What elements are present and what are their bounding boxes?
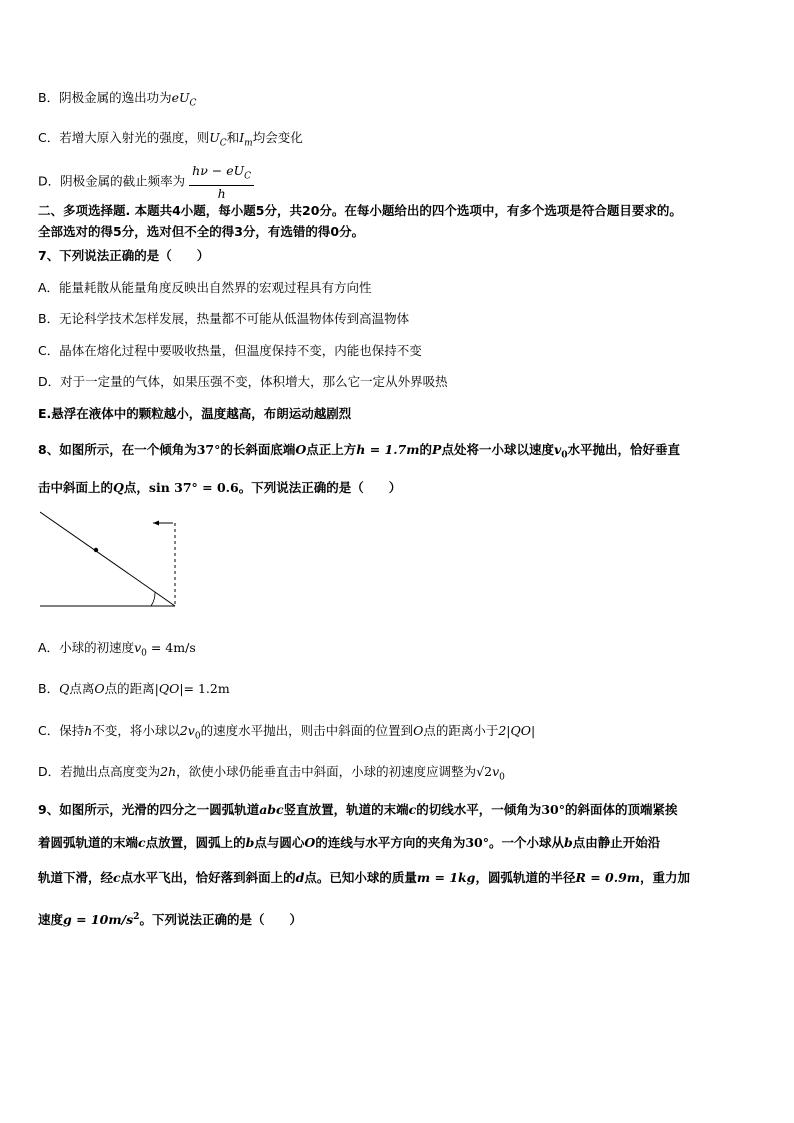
section-2-instruction-cont: 全部选对的得5分，选对但不全的得3分，有选错的得0分。 xyxy=(38,224,365,239)
option-7e: E.悬浮在液体中的颗粒越小，温度越高，布朗运动越剧烈 xyxy=(38,406,352,421)
question-9-line4: 速度$g = 10m/s^2$。下列说法正确的是（ ） xyxy=(38,912,302,928)
option-7c: C．晶体在熔化过程中要吸收热量，但温度保持不变，内能也保持不变 xyxy=(38,343,422,358)
option-8a: A．小球的初速度$v_0 = 4m/s$ xyxy=(38,640,196,659)
fraction: $\frac{h\nu - eU_C}{h}$ xyxy=(189,163,254,201)
question-9-line1: 9、如图所示，光滑的四分之一圆弧轨道abc竖直放置，轨道的末端c的切线水平，一倾角为30°的斜面体的顶端紧挨 xyxy=(38,802,678,817)
incline-line xyxy=(40,512,175,606)
option-7b: B．无论科学技术怎样发展，热量都不可能从低温物体传到高温物体 xyxy=(38,311,410,326)
option-6d: D．阴极金属的截止频率为 $\frac{h\nu - eU_C}{h}$ xyxy=(38,163,254,201)
option-6c: C．若增大原入射光的强度，则$U_C$和$I_m$均会变化 xyxy=(38,130,303,149)
incline-diagram xyxy=(40,510,200,622)
option-8b: B．Q点离O点的距离|QO|= 1.2m xyxy=(38,681,230,696)
option-8c: C．保持h不变，将小球以$2v_0$的速度水平抛出，则击中斜面的位置到O点的距离小于2|QO| xyxy=(38,723,536,742)
angle-arc xyxy=(151,592,155,606)
option-6b: B．阴极金属的逸出功为$eU_C$ xyxy=(38,90,197,109)
option-7d: D．对于一定量的气体，如果压强不变，体积增大，那么它一定从外界吸热 xyxy=(38,374,448,389)
section-2-instruction: 二、多项选择题. 本题共4小题，每小题5分，共20分。在每小题给出的四个选项中，有多个选项是符合题目要求的。 xyxy=(38,203,682,218)
question-9-line2: 着圆弧轨道的末端c点放置，圆弧上的b点与圆心O的连线与水平方向的夹角为30°。一个小球从b点由静止开始沿 xyxy=(38,835,661,850)
option-8d: D．若抛出点高度变为2h，欲使小球仍能垂直击中斜面，小球的初速度应调整为$√2v_0$ xyxy=(38,764,505,783)
point-q xyxy=(94,548,98,552)
question-8-line2: 击中斜面上的Q点，sin 37° = 0.6。下列说法正确的是（ ） xyxy=(38,480,402,495)
question-9-line3: 轨道下滑，经c点水平飞出，恰好落到斜面上的d点。已知小球的质量m = 1kg，圆弧轨道的半径R = 0.9m，重力加 xyxy=(38,870,691,885)
option-7a: A．能量耗散从能量角度反映出自然界的宏观过程具有方向性 xyxy=(38,280,372,295)
question-8-line1: 8、如图所示，在一个倾角为37°的长斜面底端O点正上方h = 1.7m的P点处将一小球以速度$v_0$水平抛出，恰好垂直 xyxy=(38,442,681,461)
question-7: 7、下列说法正确的是（ ） xyxy=(38,248,210,263)
arrow-head-icon xyxy=(153,521,159,526)
